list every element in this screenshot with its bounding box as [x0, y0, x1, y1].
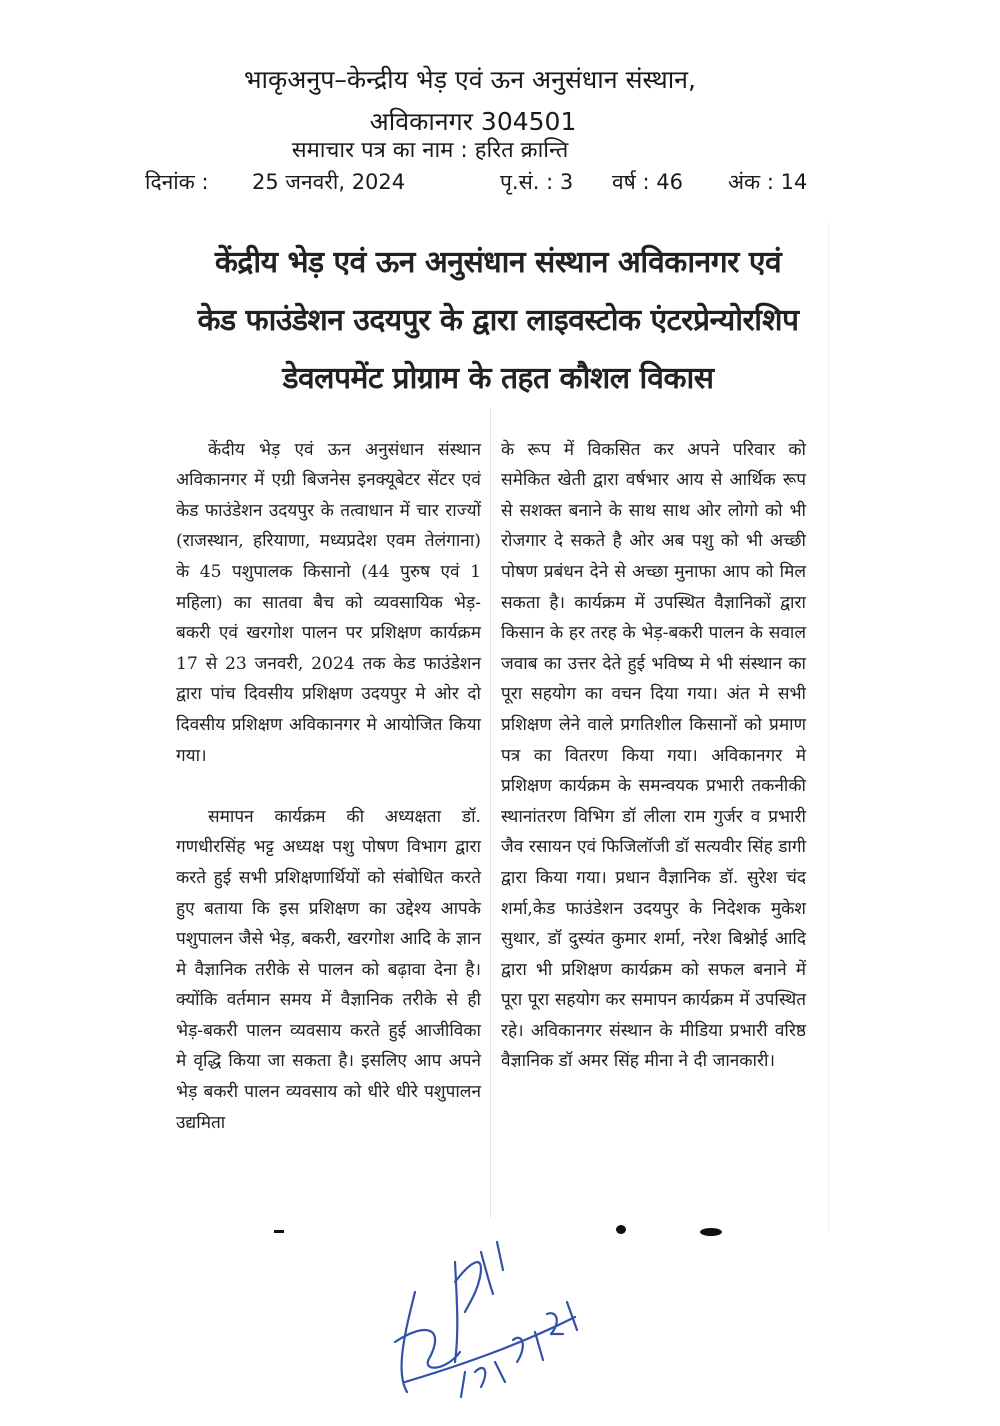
newspaper-name: समाचार पत्र का नाम : हरित क्रान्ति	[291, 138, 569, 163]
page-number: पृ.सं. : 3	[500, 170, 574, 194]
ink-mark	[700, 1228, 722, 1236]
institute-name-line1: भाकृअनुप–केन्द्रीय भेड़ एवं ऊन अनुसंधान संस्थान,	[243, 65, 696, 94]
year-number: वर्ष : 46	[612, 170, 683, 194]
ink-mark	[274, 1230, 284, 1233]
headline-line-2: केड फाउंडेशन उदयपुर के द्वारा लाइवस्टोक एंटरप्रेन्योरशिप	[197, 303, 799, 338]
column-divider	[490, 408, 491, 1218]
ink-mark	[616, 1225, 626, 1234]
article-left-column	[176, 404, 481, 1169]
issue-number: अंक : 14	[728, 170, 808, 194]
newspaper-clipping	[168, 222, 829, 1232]
article-right-column	[501, 404, 806, 1108]
article-paragraph: समापन कार्यक्रम की अध्यक्षता डॉ. गणधीरसिंह भट्ट अध्यक्ष पशु पोषण विभाग द्वारा करते हुई सभी प्रशिक्षणार्थियों को संबोधित करते हुए बताया कि इस प्रशिक्षण का उद्देश्य आपके पशुपालन जैसे भेड़, बकरी, खरगोश आदि के ज्ञान मे वैज्ञानिक तरीके से पालन को बढ़ावा देना है। क्योंकि वर्तमान समय में वैज्ञानिक तरीके से ही भेड़-बकरी पालन व्यवसाय करते हुई आजीविका मे वृद्धि किया जा सकता है। इसलिए आप अपने भेड़ बकरी पालन व्यवसाय को धीरे धीरे पशुपालन उद्यमिता	[176, 806, 481, 1133]
institute-name-line2: अविकानगर 304501	[369, 107, 577, 136]
headline-line-3: डेवलपमेंट प्रोग्राम के तहत कौशल विकास	[282, 361, 714, 396]
handwritten-signature	[385, 1222, 585, 1402]
date-label: दिनांक :	[145, 170, 209, 194]
date-value: 25 जनवरी, 2024	[252, 170, 406, 194]
article-paragraph: के रूप में विकसित कर अपने परिवार को समेकित खेती द्वारा वर्षभार आय से आर्थिक रूप से सशक्त बनाने के साथ साथ ओर लोगो को भी रोजगार दे सकते है ओर अब पशु को भी अच्छी पोषण प्रबंधन देने से अच्छा मुनाफा आप को मिल सकता है। कार्यक्रम में उपस्थित वैज्ञानिकों द्वारा किसान के हर तरह के भेड़-बकरी पालन के सवाल जवाब का उत्तर देते हुई भविष्य मे भी संस्थान का पूरा सहयोग का वचन दिया गया। अंत मे सभी प्रशिक्षण लेने वाले प्रगतिशील किसानों को प्रमाण पत्र का वितरण किया गया। अविकानगर मे प्रशिक्षण कार्यक्रम के समन्वयक प्रभारी तकनीकी स्थानांतरण विभिग डॉ लीला राम गुर्जर व प्रभारी जैव रसायन एवं फिजिलॉजी डॉ सत्यवीर सिंह डागी द्वारा किया गया। प्रधान वैज्ञानिक डॉ. सुरेश चंद शर्मा,केड फाउंडेशन उदयपुर के निदेशक मुकेश सुथार, डॉ दुस्यंत कुमार शर्मा, नरेश बिश्नोई आदि द्वारा भी प्रशिक्षण कार्यक्रम को सफल बनाने में पूरा पूरा सहयोग कर समापन कार्यक्रम में उपस्थित रहे। अविकानगर संस्थान के मीडिया प्रभारी वरिष्ठ वैज्ञानिक डॉ अमर सिंह मीना ने दी जानकारी।	[501, 439, 806, 1072]
headline-line-1: केंद्रीय भेड़ एवं ऊन अनुसंधान संस्थान अविकानगर एवं	[214, 245, 782, 280]
article-paragraph: केंदीय भेड़ एवं ऊन अनुसंधान संस्थान अविकानगर में एग्री बिजनेस इनक्यूबेटर सेंटर एवं केड फाउंडेशन उदयपुर के तत्वाधान में चार राज्यों (राजस्थान, हरियाणा, मध्यप्रदेश एवम तेलंगाना) के 45 पशुपालक किसानो (44 पुरुष एवं 1 महिला) का सातवा बैच को व्यवसायिक भेड़- बकरी एवं खरगोश पालन पर प्रशिक्षण कार्यक्रम 17 से 23 जनवरी, 2024 तक केड फाउंडेशन द्वारा पांच दिवसीय प्रशिक्षण उदयपुर मे ओर दो दिवसीय प्रशिक्षण अविकानगर मे आयोजित किया गया।	[176, 439, 481, 766]
